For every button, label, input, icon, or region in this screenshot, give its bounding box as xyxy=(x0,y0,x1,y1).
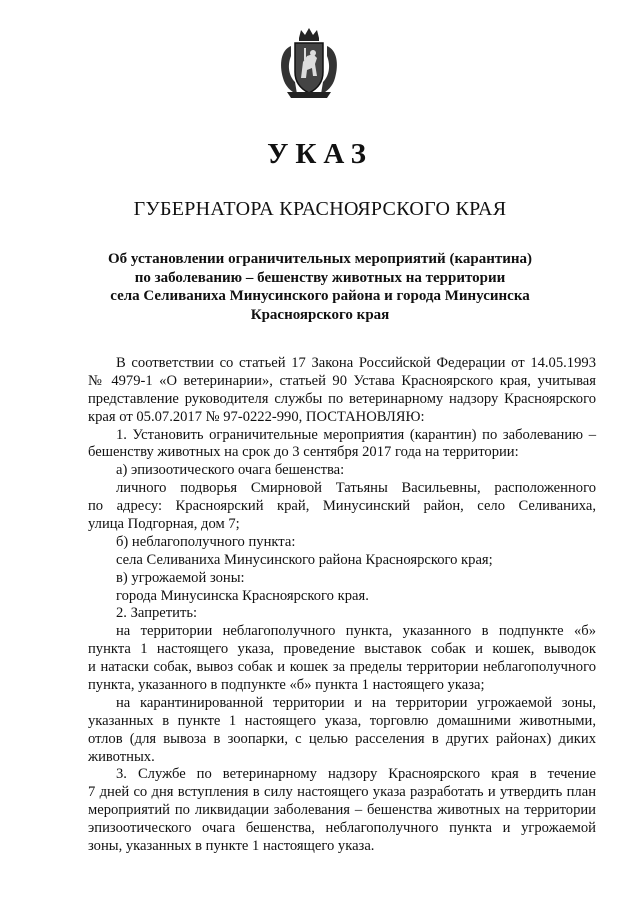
body-line: эпизоотического очага бешенства, неблагополучного пункта и угрожаемой xyxy=(88,820,596,837)
document-title: УКАЗ xyxy=(267,138,373,170)
body-line: края от 05.07.2017 № 97-0222-990, ПОСТАНОВЛЯЮ: xyxy=(88,408,425,425)
heading-line: по заболеванию – бешенству животных на территории xyxy=(134,269,506,286)
body-line: В соответствии со статьей 17 Закона Российской Федерации от 14.05.1993 xyxy=(116,355,596,371)
document-body xyxy=(88,355,596,856)
body-line: на карантинированной территории и на территории угрожаемой зоны, xyxy=(116,694,596,711)
body-line: в) угрожаемой зоны: xyxy=(116,569,245,586)
body-line: б) неблагополучного пункта: xyxy=(116,533,296,550)
document-subtitle: ГУБЕРНАТОРА КРАСНОЯРСКОГО КРАЯ xyxy=(133,198,507,220)
body-line: 3. Службе по ветеринарному надзору Красноярского края в течение xyxy=(116,766,596,783)
body-line: животных. xyxy=(88,748,155,765)
body-line: пункта, указанного в подпункте «б» пункта 1 настоящего указа; xyxy=(88,677,485,694)
body-line: и натаски собак, вывоз собак и кошек за пределы территории неблагополучного xyxy=(88,659,596,676)
body-line: представление руководителя службы по ветеринарному надзору Красноярского xyxy=(88,390,596,407)
body-line: указанных в пункте 1 настоящего указа, торговлю домашними животными, xyxy=(88,712,596,729)
body-line: на территории неблагополучного пункта, указанного в подпункте «б» xyxy=(116,623,596,640)
body-line: 1. Установить ограничительные мероприятия (карантин) по заболеванию – xyxy=(116,426,596,443)
body-line: зоны, указанных в пункте 1 настоящего указа. xyxy=(88,838,375,855)
body-line: № 4979-1 «О ветеринарии», статьей 90 Устава Красноярского края, учитывая xyxy=(88,372,596,389)
body-line: а) эпизоотического очага бешенства: xyxy=(116,462,345,479)
body-line: города Минусинска Красноярского края. xyxy=(116,587,369,604)
document-heading xyxy=(90,250,550,324)
body-line: мероприятий по ликвидации заболевания – бешенства животных на территории xyxy=(88,802,596,819)
body-line: личного подворья Смирновой Татьяны Васильевны, расположенного xyxy=(116,480,596,497)
body-line: по адресу: Красноярский край, Минусинский район, село Селиваниха, xyxy=(88,498,596,515)
heading-line: села Селиваниха Минусинского района и города Минусинска xyxy=(110,288,530,304)
body-line: отлов (для вывоза в зоопарки, с целью расселения в других районах) диких xyxy=(88,730,596,747)
body-line: 7 дней со дня вступления в силу настоящего указа разработать и утвердить план xyxy=(88,784,596,801)
body-line: пункта 1 настоящего указа, проведение выставок собак и кошек, выводок xyxy=(88,641,596,658)
body-line: улица Подгорная, дом 7; xyxy=(88,516,240,533)
body-line: села Селиваниха Минусинского района Красноярского края; xyxy=(116,551,493,568)
body-line: 2. Запретить: xyxy=(116,605,198,622)
heading-line: Об установлении ограничительных мероприятий (карантина) xyxy=(107,251,532,267)
coat-of-arms-icon xyxy=(277,26,341,100)
body-line: бешенству животных на срок до 3 сентября 2017 года на территории: xyxy=(88,444,519,461)
heading-line: Красноярского края xyxy=(250,306,390,323)
